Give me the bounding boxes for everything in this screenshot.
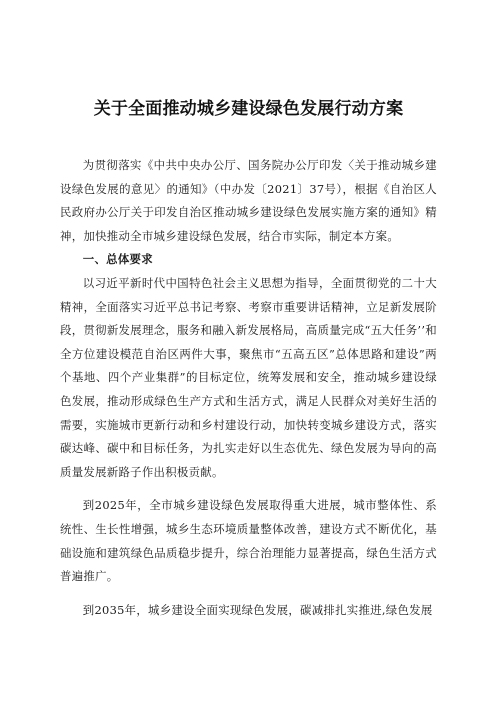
document-body bbox=[60, 154, 437, 622]
guiding-principles-paragraph: 以习近平新时代中国特色社会主义思想为指导，全面贯彻党的二十大精神，全面落实习近平总书记考察、考察市重要讲话精神，立足新发展阶段，贯彻新发展理念，服务和融入新发展格局，高质量完成“五大任务’’和全方位建设模范自治区两件大事，聚焦市“五高五区”总体思路和建设”两个基地、四个产业集群”的目标定位，统筹发展和安全，推动城乡建设绿色发展，推动形成绿色生产方式和生活方式，满足人民群众对美好生活的需要，实施城市更新行动和乡村建设行动，加快转变城乡建设方式，落实碳达峰、碳中和目标任务，为扎实走好以生态优先、绿色发展为导向的高质量发展新路子作出积极贡献。 bbox=[60, 275, 437, 479]
goal-2035-paragraph: 到2035年，城乡建设全面实现绿色发展，碳减排扎实推进,绿色发展 bbox=[82, 602, 433, 617]
section-heading-general-requirements: 一、总体要求 bbox=[82, 252, 153, 267]
intro-paragraph: 为贯彻落实《中共中央办公厅、国务院办公厅印发〈关于推动城乡建设绿色发展的意见〉的通知》（中办发〔2021〕37号），根据《自治区人民政府办公厅关于印发自治区推动城乡建设绿色发展实施方案的通知》精神，加快推动全市城乡建设绿色发展，结合市实际，制定本方案。 bbox=[60, 158, 437, 243]
document-title: 关于全面推动城乡建设绿色发展行动方案 bbox=[93, 99, 404, 119]
goal-2025-paragraph: 到2025年，全市城乡建设绿色发展取得重大进展，城市整体性、系统性、生长性增强，城乡生态环境质量整体改善，建设方式不断优化，基础设施和建筑绿色品质稳步提升，综合治理能力显著提高，绿色生活方式普遍推广。 bbox=[60, 498, 437, 584]
